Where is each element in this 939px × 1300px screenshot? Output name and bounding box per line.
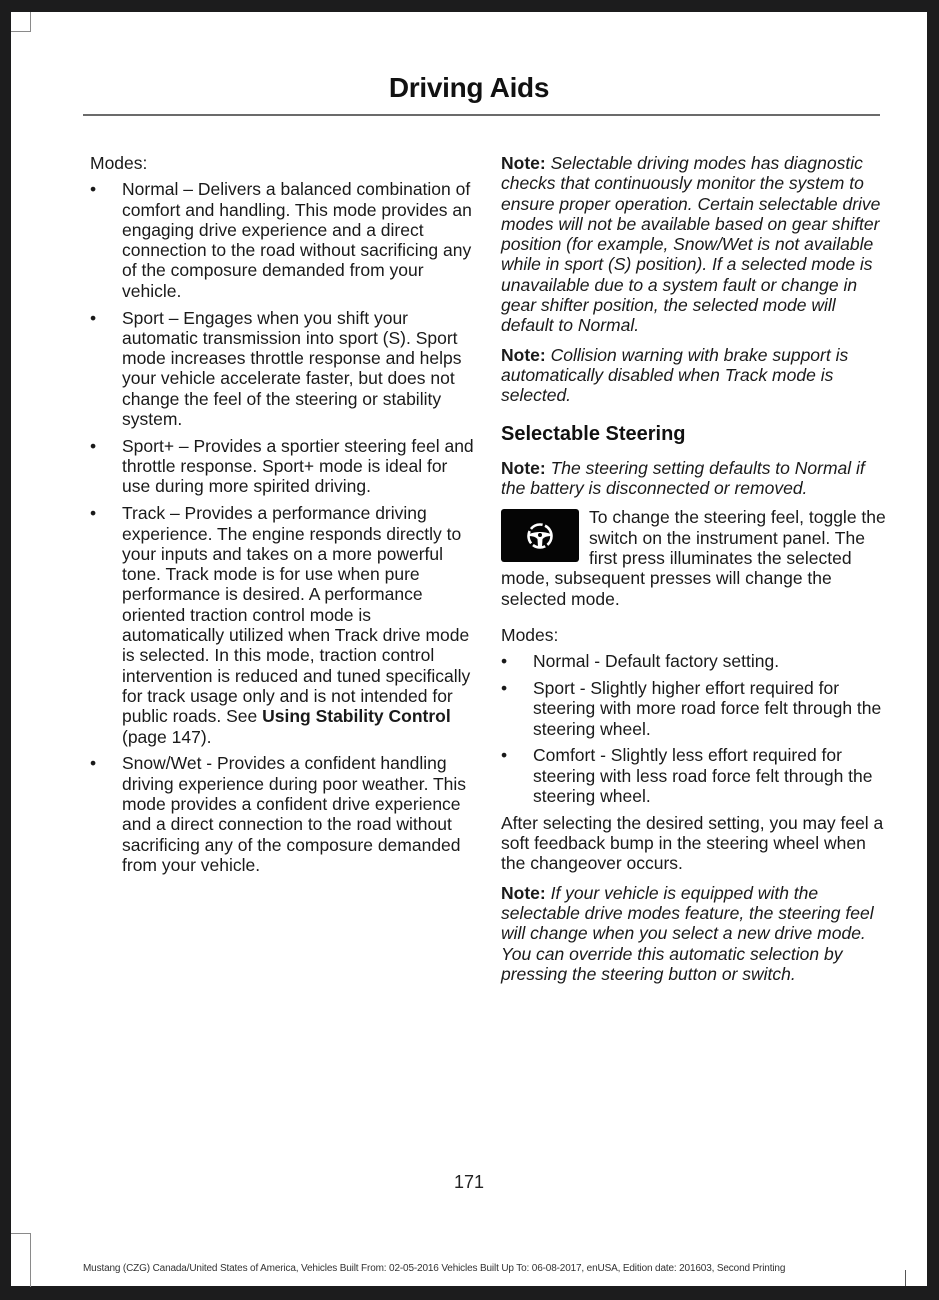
page-reference-text: (page 147).	[122, 726, 212, 747]
list-item-text: Comfort - Slightly less effort required for steering with less road force felt through the steering wheel.	[533, 745, 873, 807]
cross-reference-link-stability-control[interactable]: Using Stability Control	[262, 706, 451, 727]
bullet-icon: •	[90, 435, 97, 456]
page-number: 171	[453, 1172, 485, 1192]
list-item-steering-normal	[501, 651, 886, 671]
drive-modes-list	[90, 179, 475, 875]
note-label: Note:	[501, 344, 546, 365]
list-item-text: Track – Provides a performance driving experience. The engine responds directly to your inputs and takes on a more powerful tone. Track mode is for use when pure performance is desired. A performance oriented traction control mode is automatically utilized when Track drive mode is selected. In this mode, traction control intervention is reduced and tuned specifically for track usage only and is not intended for public roads. See	[122, 503, 471, 727]
list-item-normal-mode	[90, 179, 475, 301]
list-item-text: Sport+ – Provides a sportier steering feel and throttle response. Sport+ mode is ideal for use during more spirited driving.	[122, 435, 474, 497]
steering-modes-label: Modes:	[501, 624, 559, 645]
list-item-track-mode	[90, 503, 475, 747]
note-text: Collision warning with brake support is automatically disabled when Track mode is selected.	[501, 344, 849, 406]
bullet-icon: •	[90, 503, 97, 524]
bullet-icon: •	[501, 745, 508, 766]
bullet-icon: •	[501, 678, 508, 699]
steering-modes-list	[501, 651, 886, 806]
manual-page	[11, 12, 927, 1286]
feedback-paragraph: After selecting the desired setting, you may feel a soft feedback bump in the steering wheel when the changeover occurs.	[501, 812, 884, 874]
list-item-text: Normal - Default factory setting.	[533, 651, 780, 672]
list-item-snow-wet-mode	[90, 753, 475, 875]
note-text: Selectable driving modes has diagnostic checks that continuously monitor the system to ensure proper operation. Certain selectable drive modes will not be available based on gear shifter position (for example, Snow/Wet is not available while in sport (S) position). If a selected mode is unavailable due to a system fault or change in gear shifter position, the selected mode will default to Normal.	[501, 153, 881, 336]
drive-modes-label: Modes:	[90, 153, 148, 173]
bullet-icon: •	[501, 651, 508, 672]
crop-mark-bottom-right	[905, 1270, 906, 1286]
crop-mark-bottom-left	[11, 1233, 31, 1287]
list-item-steering-sport	[501, 678, 886, 739]
section-heading-selectable-steering: Selectable Steering	[501, 422, 686, 445]
note-diagnostic-checks	[501, 153, 886, 336]
steering-instructions-block	[501, 507, 886, 608]
right-column	[501, 153, 886, 993]
steering-instructions-text: To change the steering feel, toggle the switch on the instrument panel. The first press illuminates the selected mode, subsequent presses will change the selected mode.	[501, 507, 886, 609]
list-item-text: Normal – Delivers a balanced combination of comfort and handling. This mode provides an engaging drive experience and a direct connection to the road without sacrificing any of the composure demanded from your vehicle.	[122, 179, 472, 301]
list-item-text: Snow/Wet - Provides a confident handling driving experience during poor weather. This mode provides a confident drive experience and a direct connection to the road without sacrificing any of the composure demanded from your vehicle.	[122, 753, 467, 875]
list-item-steering-comfort	[501, 745, 886, 806]
note-text: The steering setting defaults to Normal if the battery is disconnected or removed.	[501, 457, 865, 499]
steering-wheel-icon	[501, 509, 579, 562]
note-steering-default	[501, 458, 886, 499]
page-title: Driving Aids	[388, 72, 550, 103]
note-drive-modes-override	[501, 883, 886, 984]
note-label: Note:	[501, 882, 546, 903]
bullet-icon: •	[90, 179, 97, 200]
bullet-icon: •	[90, 753, 97, 774]
list-item-text: Sport – Engages when you shift your automatic transmission into sport (S). Sport mode increases throttle response and helps your vehicle accelerate faster, but does not change the feel of the steering or stability system.	[122, 307, 462, 430]
list-item-text: Sport - Slightly higher effort required for steering with more road force felt through the steering wheel.	[533, 678, 882, 739]
title-divider	[83, 114, 880, 116]
note-label: Note:	[501, 153, 546, 173]
edition-footer: Mustang (CZG) Canada/United States of America, Vehicles Built From: 02-05-2016 Vehicles Built Up To: 06-08-2017, enUSA, Edition date: 201603, Second Printing	[83, 1263, 786, 1274]
bullet-icon: •	[90, 307, 97, 328]
note-text: If your vehicle is equipped with the selectable drive modes feature, the steering feel will change when you select a new drive mode. You can override this automatic selection by pressing the steering button or switch.	[501, 882, 874, 984]
note-label: Note:	[501, 457, 546, 478]
note-collision-warning	[501, 345, 886, 406]
list-item-sport-mode	[90, 308, 475, 430]
list-item-sport-plus-mode	[90, 436, 475, 497]
left-column	[90, 153, 475, 882]
crop-mark-top-left	[11, 12, 31, 32]
